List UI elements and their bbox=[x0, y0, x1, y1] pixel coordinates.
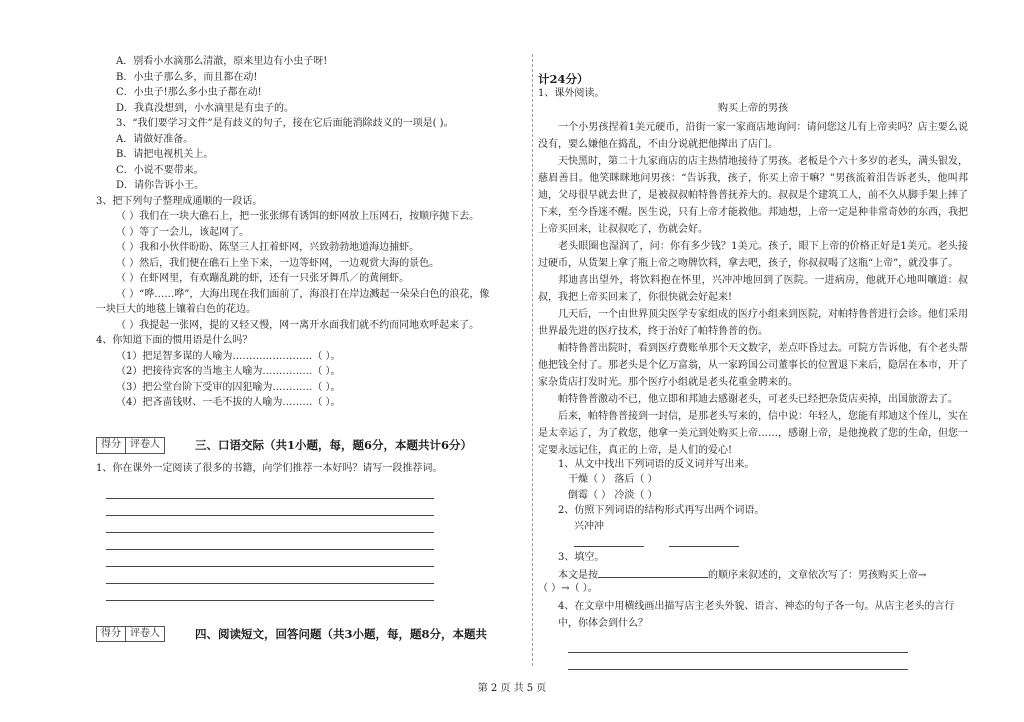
story-paragraph: 邦迪喜出望外，将饮料抱在怀里，兴冲冲地回到了医院。一进病房，他就开心地叫嚷道：叔叔，我把上帝买回来了，你很快就会好起来! bbox=[538, 274, 968, 303]
left-column bbox=[96, 56, 528, 645]
idiom-item: （1）把足智多谋的人喻为……………………（ ）。 bbox=[116, 350, 341, 362]
order-item: （ ）“哗……哗”，大海出现在我们面前了，海浪打在岸边溅起一朵朵白色的浪花，像 bbox=[116, 288, 490, 300]
sub-question-2: 2、仿照下列词语的结构形式再写出两个词语。 bbox=[558, 505, 765, 516]
grader-label: 评卷人 bbox=[130, 627, 160, 639]
blank-line[interactable] bbox=[574, 536, 644, 547]
fill-text-b: 的顺序来叙述的，文章依次写了：男孩购买上帝→ bbox=[708, 570, 927, 581]
option-line: B．小虫子那么多，而且都在动! bbox=[116, 71, 258, 83]
section-4-title: 四、阅读短文，回答问题（共3小题，每，题8分，本题共 bbox=[195, 626, 488, 641]
sub-question-3: 3、填空。 bbox=[558, 551, 605, 563]
fill-line bbox=[538, 567, 968, 583]
right-column bbox=[538, 56, 968, 672]
order-item: （ ）我和小伙伴盼盼、陈坚三人扛着虾网，兴致勃勃地道海边捕虾。 bbox=[116, 242, 420, 253]
section-3-question: 1、你在课外一定阅读了很多的书籍，向学们推荐一本好吗？请写一段推荐词。 bbox=[96, 462, 443, 474]
option-line: A．别看小水滴那么清澈，原来里边有小虫子呀! bbox=[116, 56, 328, 67]
order-item: （ ）然后，我们便在礁石上坐下来，一边等虾网，一边观赏大海的景色。 bbox=[116, 257, 440, 269]
section-4-header bbox=[96, 623, 528, 645]
order-item-continued: 一块巨大的地毯上镶着白色的花边。 bbox=[96, 304, 256, 315]
option-line: B．请把电视机关上。 bbox=[116, 149, 214, 160]
story-paragraph: 一个小男孩捏着1美元硬币，沿街一家一家商店地询问：请问您这儿有上帝卖吗？店主要么说没有，要么嫌他在捣乱，不由分说就把他撵出了店门。 bbox=[538, 121, 968, 150]
answer-line[interactable] bbox=[106, 586, 434, 601]
question-3: 3、“我们要学习文件”是有歧义的句子，接在它后面能消除歧义的一项是( )。 bbox=[116, 118, 454, 129]
order-item: （ ）等了一会儿，该起网了。 bbox=[116, 226, 250, 238]
answer-line[interactable] bbox=[106, 535, 434, 550]
story-paragraph: 帕特鲁普激动不已，他立即和邦迪去感谢老头，可老头已经把杂货店卖掉，出国旅游去了。 bbox=[558, 393, 958, 405]
idiom-item: （2）把接待宾客的当地主人喻为……………（ ）。 bbox=[116, 366, 341, 377]
sub-question-4: 4、在文章中用横线画出描写店主老头外貌、语言、神态的句子各一句。从店主老头的言行中，你体会到什么？ bbox=[558, 601, 955, 629]
story-paragraph: 天快黑时，第二十九家商店的店主热情地接待了男孩。老板是个六十多岁的老头，满头银发，慈眉善目。他笑眯眯地问男孩：“告诉我，孩子，你买上帝干嘛？”男孩流着泪告诉老头，他叫邦迪，父母很早就去世了，是被叔叔帕特鲁普抚养大的。叔叔是个建筑工人，前不久从脚手架上摔了下来，至今昏迷不醒。医生说，只有上帝才能救他。邦迪想，上帝一定是种非常奇妙的东西，我把上帝买回来，让叔叔吃了，伤就会好。 bbox=[538, 155, 968, 235]
answer-line[interactable] bbox=[106, 484, 434, 499]
answer-line[interactable] bbox=[568, 655, 908, 670]
fill-text-a: 本文是按 bbox=[558, 570, 598, 581]
section-4-continued: 计24分） bbox=[538, 72, 589, 86]
answer-line[interactable] bbox=[106, 569, 434, 584]
question-4-title: 4、你知道下面的惯用语是什么吗？ bbox=[96, 335, 253, 346]
order-item: （ ）我提起一张网，提的又轻又慢，网一离开水面我们就不约而同地欢呼起来了。 bbox=[116, 319, 480, 331]
score-label: 得分 bbox=[97, 627, 126, 642]
answer-line[interactable] bbox=[106, 501, 434, 516]
column-divider bbox=[532, 54, 533, 666]
score-label: 得分 bbox=[97, 438, 126, 453]
blank-line[interactable] bbox=[669, 536, 739, 547]
example-word: 兴冲冲 bbox=[574, 520, 604, 532]
option-line: D．请你告诉小王。 bbox=[116, 180, 205, 191]
section-3-header bbox=[96, 435, 528, 457]
antonym-row: 倒霉（ ） 冷淡（ ） bbox=[568, 489, 658, 501]
answer-line[interactable] bbox=[106, 552, 434, 567]
blank-row bbox=[538, 536, 968, 552]
option-line: C．小说不要带来。 bbox=[116, 164, 204, 176]
story-title: 购买上帝的男孩 bbox=[718, 103, 788, 114]
score-box bbox=[96, 626, 165, 643]
idiom-item: （3）把公堂台阶下受审的囚犯喻为…………（ ）。 bbox=[116, 381, 341, 393]
blank-line[interactable] bbox=[598, 567, 708, 578]
option-line: C．小虫子!那么多小虫子都在动! bbox=[116, 87, 262, 98]
antonym-row: 干燥（ ） 落后（ ） bbox=[568, 474, 658, 485]
answer-line[interactable] bbox=[568, 638, 908, 653]
reading-question-1: 1、课外阅读。 bbox=[538, 87, 605, 99]
story-paragraph: 帕特鲁普出院时，看到医疗费账单那个天文数字，差点吓昏过去。可院方告诉他，有个老头帮他把钱全付了。那老头是个亿万富翁，从一家跨国公司董事长的位置退下来后，隐居在本市，开了家杂货店打发时光。那个医疗小组就是老头花重金聘来的。 bbox=[538, 342, 968, 388]
question-order-title: 3、把下列句子整理成通顺的一段话。 bbox=[96, 195, 263, 207]
section-3-title: 三、口语交际（共1小题，每，题6分，本题共计6分） bbox=[195, 438, 473, 453]
option-line: D．我真没想到，小水滴里是有虫子的。 bbox=[116, 102, 295, 114]
score-box bbox=[96, 437, 165, 454]
order-item: （ ）我们在一块大礁石上，把一张张绑有诱饵的虾网放上压网石，按顺序抛下去。 bbox=[116, 211, 480, 222]
story-paragraph: 几天后，一个由世界顶尖医学专家组成的医疗小组来到医院，对帕特鲁普进行会诊。他们采用世界最先进的医疗技术，终于治好了帕特鲁普的伤。 bbox=[538, 308, 968, 337]
page-footer: 第 2 页 共 5 页 bbox=[477, 683, 547, 694]
sub-question-1: 1、从文中找出下列词语的反义词并写出来。 bbox=[558, 458, 755, 470]
order-item: （ ）在虾网里，有欢蹦乱跳的虾，还有一只张牙舞爪／的黄闸虾。 bbox=[116, 273, 410, 284]
story-paragraph: 老头眼圈也湿润了，问：你有多少钱？1美元。孩子，眼下上帝的价格正好是1美元。老头接过硬币，从货架上拿了瓶上帝之吻牌饮料，拿去吧，孩子，你叔叔喝了这瓶“上帝”，就没事了。 bbox=[538, 240, 968, 269]
fill-line-2: （ ）→（ ）。 bbox=[538, 582, 598, 594]
story-paragraph: 后来，帕特鲁普接到一封信，是那老头写来的，信中说：年轻人，您能有邦迪这个侄儿，实在是太幸运了，为了救您，他拿一美元到处购买上帝……，感谢上帝，是他挽救了您的生命，但您一定要永远记住，真正的上帝，是人们的爱心! bbox=[538, 410, 968, 456]
option-line: A．请做好准备。 bbox=[116, 133, 194, 145]
answer-line[interactable] bbox=[106, 518, 434, 533]
grader-label: 评卷人 bbox=[130, 439, 160, 451]
idiom-item: （4）把吝啬钱财、一毛不拔的人喻为………（ ）。 bbox=[116, 397, 341, 408]
